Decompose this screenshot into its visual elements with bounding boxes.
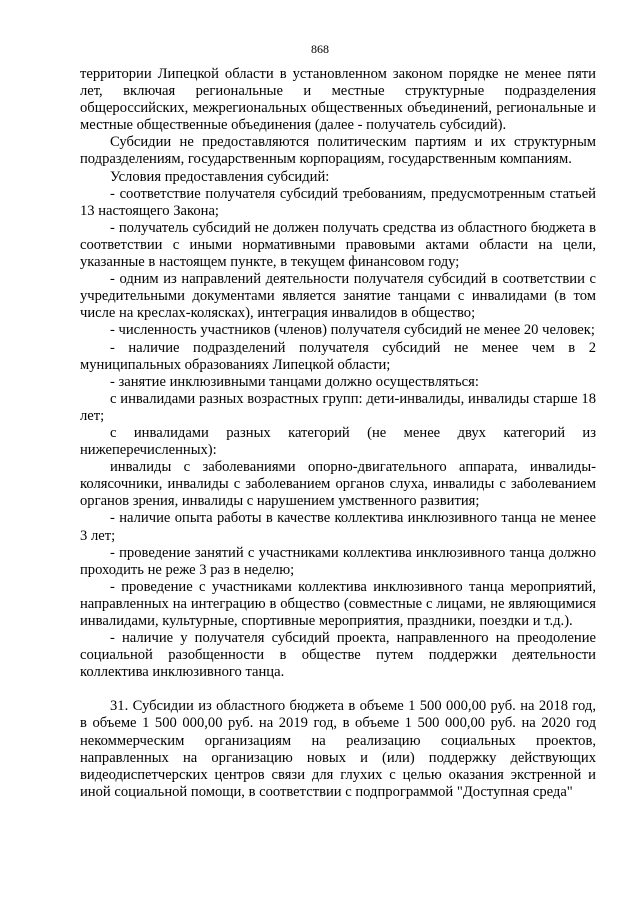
document-body [80,66,596,801]
condition-item: - наличие подразделений получателя субсидий не менее чем в 2 муниципальных образованиях Липецкой области; [80,339,596,373]
condition-item: - соответствие получателя субсидий требованиям, предусмотренным статьей 13 настоящего Закона; [80,185,596,219]
condition-item: - наличие опыта работы в качестве коллектива инклюзивного танца не менее 3 лет; [80,510,596,544]
condition-subitem: с инвалидами разных возрастных групп: дети-инвалиды, инвалиды старше 18 лет; [80,390,596,424]
condition-item: - численность участников (членов) получателя субсидий не менее 20 человек; [110,322,595,339]
condition-item: - получатель субсидий не должен получать средства из областного бюджета в соответствии с иными нормативными правовыми актами области на цели, указанные в настоящем пункте, в текущем финансовом году; [80,219,596,271]
condition-item: - занятие инклюзивными танцами должно осуществляться: [110,373,479,390]
paragraph-section-31: 31. Субсидии из областного бюджета в объеме 1 500 000,00 руб. на 2018 год, в объеме 1 500 000,00 руб. на 2019 год, в объеме 1 500 000,00 руб. на 2020 год некоммерческим организациям на реализацию социальных проектов, направленных на организацию новых и (или) поддержку действующих видеодиспетчерских центров связи для глухих с целью оказания экстренной и иной социальной помощи, в соответствии с подпрограммой "Доступная среда" [80,698,596,800]
condition-subitem: с инвалидами разных категорий (не менее двух категорий из нижеперечисленных): [80,424,596,459]
paragraph-conditions-heading: Условия предоставления субсидий: [110,168,330,185]
condition-item: - проведение занятий с участниками коллектива инклюзивного танца должно проходить не реже 3 раз в неделю; [80,544,596,578]
condition-item: - одним из направлений деятельности получателя субсидий в соответствии с учредительными документами является занятие танцами с инвалидами (в том числе на креслах-колясках), интеграция инвалидов в общество; [80,271,596,322]
page-number: 868 [311,42,329,56]
condition-item: - проведение с участниками коллектива инклюзивного танца мероприятий, направленных на интеграцию в общество (совместные с лицами, не являющимися инвалидами, культурные, спортивные мероприятия, праздники, поездки и т.д.). [80,578,596,629]
condition-subitem: инвалиды с заболеваниями опорно-двигательного аппарата, инвалиды-колясочники, инвалиды с заболеванием органов слуха, инвалиды с заболеванием органов зрения, инвалиды с нарушением умственного развития; [80,459,596,510]
paragraph-exclusions: Субсидии не предоставляются политическим партиям и их структурным подразделениям, государственным корпорациям, государственным компаниям. [80,134,596,168]
paragraph-continuation: территории Липецкой области в установленном законом порядке не менее пяти лет, включая региональные и местные структурные подразделения общероссийских, межрегиональных общественных объединений, региональные и местные общественные объединения (далее - получатель субсидий). [80,66,596,134]
condition-item: - наличие у получателя субсидий проекта, направленного на преодоление социальной разобщенности в обществе путем поддержки деятельности коллектива инклюзивного танца. [80,630,596,681]
